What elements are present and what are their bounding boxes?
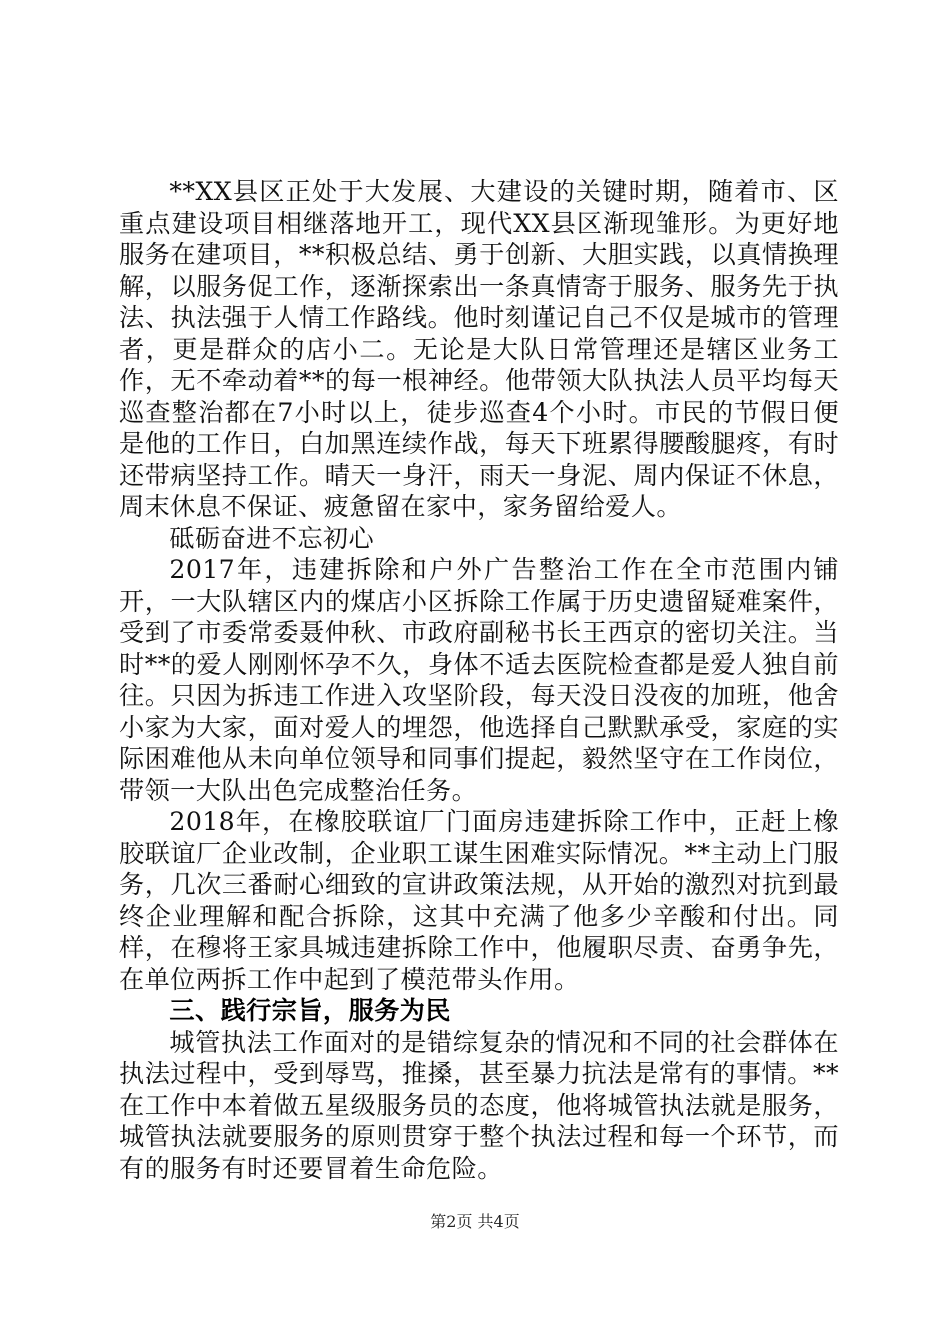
body-paragraph: 2017年，违建拆除和户外广告整治工作在全市范围内铺开，一大队辖区内的煤店小区拆除工作属于历史遗留疑难案件，受到了市委常委聂仲秋、市政府副秘书长王西京的密切关注。当时**的爱人刚刚怀孕不久，身体不适去医院检查都是爱人独自前往。只因为拆违工作进入攻坚阶段，每天没日没夜的加班，他舍小家为大家，面对爱人的埋怨，他选择自己默默承受，家庭的实际困难他从未向单位领导和同事们提起，毅然坚守在工作岗位，带领一大队出色完成整治任务。 xyxy=(119,555,839,805)
body-paragraph: **XX县区正处于大发展、大建设的关键时期，随着市、区重点建设项目相继落地开工，现代XX县区渐现雏形。为更好地服务在建项目，**积极总结、勇于创新、大胆实践，以真情换理解，以服务促工作，逐渐探索出一条真情寄于服务、服务先于执法、执法强于人情工作路线。他时刻谨记自己不仅是城市的管理者，更是群众的店小二。无论是大队日常管理还是辖区业务工作，无不牵动着**的每一根神经。他带领大队执法人员平均每天巡查整治都在7小时以上，徒步巡查4个小时。市民的节假日便是他的工作日，白加黑连续作战，每天下班累得腰酸腿疼，有时还带病坚持工作。晴天一身汗，雨天一身泥、周内保证不休息，周末休息不保证、疲惫留在家中，家务留给爱人。 xyxy=(119,177,839,521)
subheading-paragraph: 砥砺奋进不忘初心 xyxy=(169,523,375,553)
page-number-footer: 第2页 共4页 xyxy=(430,1212,520,1231)
body-paragraph: 2018年，在橡胶联谊厂门面房违建拆除工作中，正赶上橡胶联谊厂企业改制，企业职工谋生困难实际情况。**主动上门服务，几次三番耐心细致的宣讲政策法规，从开始的激烈对抗到最终企业理解和配合拆除，这其中充满了他多少辛酸和付出。同样，在穆将王家具城违建拆除工作中，他履职尽责、奋勇争先，在单位两拆工作中起到了模范带头作用。 xyxy=(119,807,839,994)
document-body xyxy=(119,176,839,1184)
body-paragraph: 城管执法工作面对的是错综复杂的情况和不同的社会群体在执法过程中，受到辱骂，推搡，甚至暴力抗法是常有的事情。**在工作中本着做五星级服务员的态度，他将城管执法就是服务，城管执法就要服务的原则贯穿于整个执法过程和每一个环节，而有的服务有时还要冒着生命危险。 xyxy=(119,1027,839,1183)
section-heading: 三、践行宗旨，服务为民 xyxy=(169,996,451,1025)
